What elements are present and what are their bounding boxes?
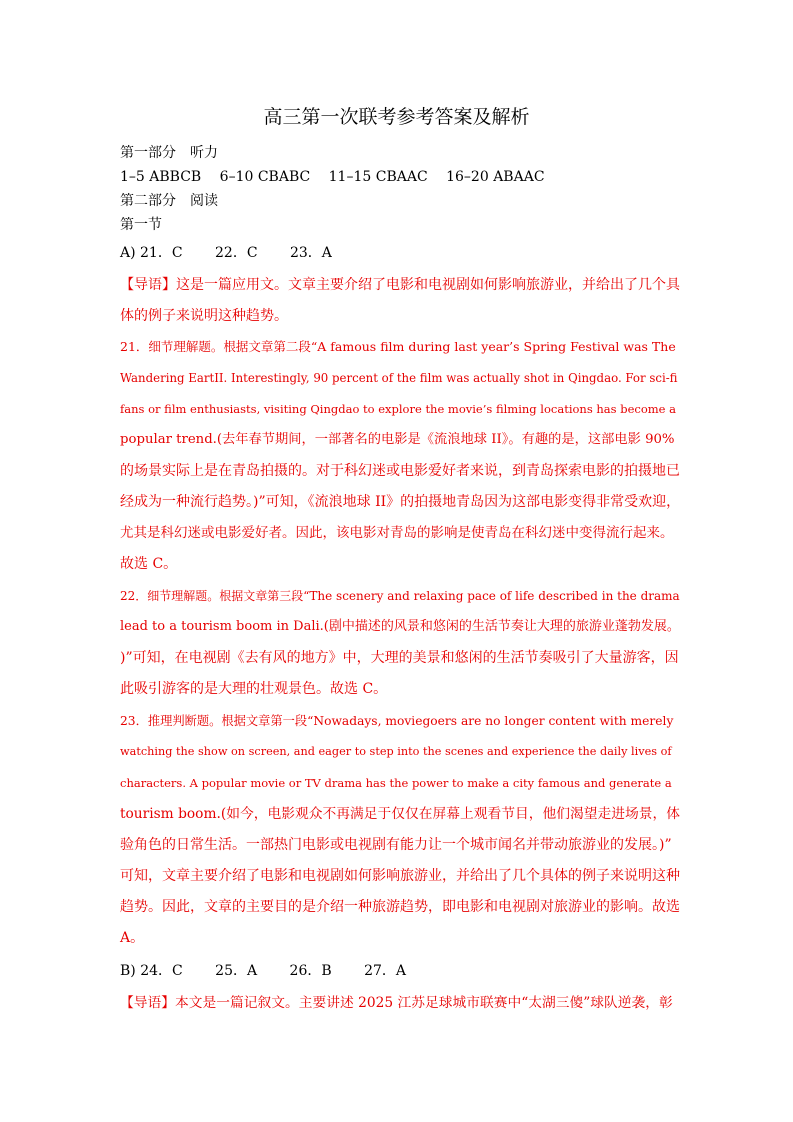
part2-heading: 第二部分 阅读 <box>120 193 218 209</box>
q21-line: Wandering EartII. Interestingly, 90 percent of the film was actually shot in Qingdao. For sci-fi <box>120 371 678 385</box>
q23-line: 可知，文章主要介绍了电影和电视剧如何影响旅游业，并给出了几个具体的例子来说明这种 <box>120 868 680 884</box>
q22-line: lead to a tourism boom in Dali.(剧中描述的风景和悠闲的生活节奏让大理的旅游业蓬勃发展。 <box>120 619 680 634</box>
part1-heading: 第一部分 听力 <box>120 145 218 161</box>
q22-line: 此吸引游客的是大理的壮观景色。故选 C。 <box>120 681 388 697</box>
q21-line: 的场景实际上是在青岛拍摄的。对于科幻迷或电影爱好者来说，到青岛探索电影的拍摄地已 <box>120 463 680 479</box>
section-a-answers: A) 21．C 22．C 23．A <box>120 245 332 261</box>
q23-line: 23．推理判断题。根据文章第一段“Nowadays, moviegoers are no longer content with merely <box>120 714 674 728</box>
q23-line: watching the show on screen, and eager to step into the scenes and experience the daily lives of <box>120 745 672 758</box>
q21-line: 尤其是科幻迷或电影爱好者。因此，该电影对青岛的影响是使青岛在科幻迷中变得流行起来。 <box>120 525 674 541</box>
q23-line: tourism boom.(如今，电影观众不再满足于仅仅在屏幕上观看节目，他们渴望走进场景，体 <box>120 806 680 822</box>
q22-line: )”可知，在电视剧《去有风的地方》中，大理的美景和悠闲的生活节奏吸引了大量游客，因 <box>120 650 679 666</box>
guide-b-line: 【导语】本文是一篇记叙文。主要讲述 2025 江苏足球城市联赛中“太湖三傻”球队逆袭，彰 <box>120 995 673 1011</box>
q22-line: 22．细节理解题。根据文章第三段“The scenery and relaxing pace of life described in the drama <box>120 589 680 603</box>
q23-line: characters. A popular movie or TV drama has the power to make a city famous and generate a <box>120 776 672 790</box>
q21-line: 经成为一种流行趋势。)”可知，《流浪地球 II》的拍摄地青岛因为这部电影变得非常受欢迎， <box>120 494 681 510</box>
section-b-answers: B) 24．C 25．A 26．B 27．A <box>120 963 407 979</box>
guide-a-line: 【导语】这是一篇应用文。文章主要介绍了电影和电视剧如何影响旅游业，并给出了几个具 <box>120 277 680 293</box>
q21-line: 故选 C。 <box>120 556 178 572</box>
q23-line: 验角色的日常生活。一部热门电影或电视剧有能力让一个城市闻名并带动旅游业的发展。)” <box>120 837 672 853</box>
guide-a-line: 体的例子来说明这种趋势。 <box>120 308 288 324</box>
q23-line: A。 <box>120 930 145 946</box>
q23-line: 趋势。因此，文章的主要目的是介绍一种旅游趋势，即电影和电视剧对旅游业的影响。故选 <box>120 899 680 915</box>
section-heading: 第一节 <box>120 217 162 233</box>
part1-answers: 1–5 ABBCB 6–10 CBABC 11–15 CBAAC 16–20 ABAAC <box>120 169 545 185</box>
q21-line: fans or film enthusiasts, visiting Qingdao to explore the movie’s filming locations has become a <box>120 402 676 416</box>
page-title: 高三第一次联考参考答案及解析 <box>263 106 530 128</box>
q21-line: 21．细节理解题。根据文章第二段“A famous film during last year’s Spring Festival was The <box>120 339 676 354</box>
q21-line: popular trend.(去年春节期间，一部著名的电影是《流浪地球 II》。有趣的是，这部电影 90% <box>120 432 675 447</box>
